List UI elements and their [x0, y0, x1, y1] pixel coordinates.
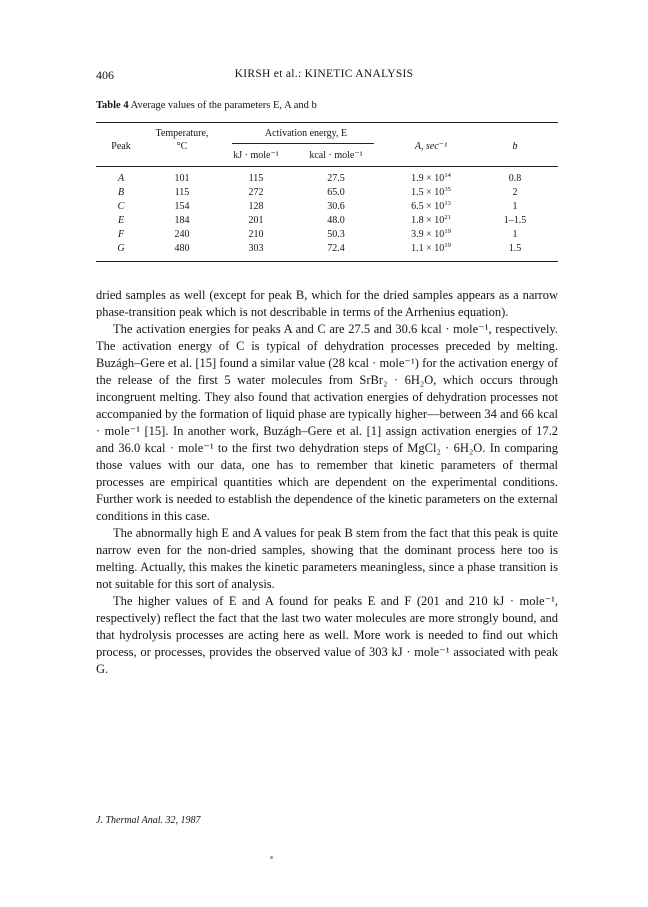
cell-temp: 154: [174, 201, 190, 212]
cell-temp: 184: [174, 215, 190, 226]
page-dot: [270, 856, 273, 859]
header-a-sec: A, sec⁻¹: [414, 141, 448, 152]
cell-kj: 115: [248, 173, 264, 184]
cell-a: $6.5 \times 10^{13}$: [411, 200, 451, 212]
cell-kcal: 65.0: [327, 187, 345, 198]
cell-temp: 480: [174, 243, 190, 254]
journal-footer: J. Thermal Anal. 32, 1987: [96, 815, 201, 826]
cell-peak: F: [117, 229, 125, 240]
table-caption-label: Table 4: [96, 100, 129, 111]
cell-kcal: 48.0: [327, 215, 345, 226]
body-text: [96, 287, 558, 678]
cell-b: 1.5: [508, 243, 522, 254]
cell-kcal: 27.5: [327, 173, 345, 184]
cell-peak: E: [117, 215, 125, 226]
cell-temp: 115: [174, 187, 190, 198]
activation-energy-underline: [232, 143, 374, 144]
cell-b: 0.8: [508, 173, 522, 184]
page-number: 406: [96, 68, 114, 82]
table-header-rule: [96, 166, 558, 167]
cell-kcal: 50.3: [327, 229, 345, 240]
cell-b: 2: [512, 187, 518, 198]
cell-peak: B: [117, 187, 125, 198]
cell-b: 1: [512, 201, 518, 212]
cell-a: $1.9 \times 10^{14}$: [411, 172, 451, 184]
table-caption: [96, 100, 317, 111]
cell-temp: 101: [174, 173, 190, 184]
header-kj-unit: kJ · mole⁻¹: [233, 150, 279, 161]
cell-kcal: 30.6: [327, 201, 345, 212]
cell-a: $1.8 \times 10^{21}$: [411, 214, 451, 226]
cell-b: 1: [512, 229, 518, 240]
data-table: [96, 122, 558, 268]
header-activation-energy: Activation energy, E: [264, 128, 348, 139]
cell-kcal: 72.4: [327, 243, 345, 254]
cell-a: $3.9 \times 10^{19}$: [411, 228, 451, 240]
cell-peak: A: [117, 173, 125, 184]
cell-kj: 303: [248, 243, 264, 254]
cell-kj: 128: [248, 201, 264, 212]
running-head: KIRSH et al.: KINETIC ANALYSIS: [234, 68, 414, 80]
paragraph: The activation energies for peaks A and C are 27.5 and 30.6 kcal · mole⁻¹, respectively. The activation energy of C is typical of dehydration processes preceded by melting. Buzágh–Gere et al. [15] found a similar value (28 kcal · mole⁻¹) for the activation energy of the release of the first 5 water molecules from SrBr₂ · 6H₂O, which occurs through incongruent melting. They also found that activation energies of dehydration processes not accompanied by the formation of liquid phase are typically higher—between 34 and 66 kcal · mole⁻¹ [15]. In another work, Buzágh–Gere et al. [1] assign activation energies of 17.2 and 36.0 kcal · mole⁻¹ to the first two dehydration steps of MgCl₂ · 6H₂O. In comparing those values with our data, one has to remember that kinetic parameters of thermal processes are empirical quantities which are dependent on the experimental conditions. Further work is needed to establish the dependence of the kinetic parameters on the external conditions in this case.: [96, 322, 558, 523]
cell-a: $1.1 \times 10^{19}$: [411, 242, 451, 254]
table-bottom-rule: [96, 261, 558, 262]
table-caption-text: Average values of the parameters E, A and b: [130, 100, 317, 111]
cell-kj: 272: [248, 187, 264, 198]
cell-peak: G: [117, 243, 125, 254]
paragraph: The higher values of E and A found for peaks E and F (201 and 210 kJ · mole⁻¹, respectively) reflect the fact that the last two water molecules are more strongly bound, and that hydrolysis processes are acting here as well. More work is needed to find out which process, or processes, provides the observed value of 303 kJ · mole⁻¹ associated with peak G.: [96, 594, 558, 676]
header-kcal-unit: kcal · mole⁻¹: [309, 150, 363, 161]
cell-kj: 201: [248, 215, 264, 226]
cell-temp: 240: [174, 229, 190, 240]
cell-peak: C: [117, 201, 125, 212]
table-top-rule: [96, 122, 558, 123]
cell-a: $1.5 \times 10^{35}$: [411, 186, 451, 198]
header-temperature-line1: Temperature,: [155, 128, 209, 139]
header-temperature-line2: °C: [176, 141, 188, 152]
header-peak: Peak: [111, 141, 131, 152]
cell-b: 1–1.5: [503, 215, 527, 226]
cell-kj: 210: [248, 229, 264, 240]
paragraph: dried samples as well (except for peak B, which for the dried samples appears as a narrow phase-transition peak which is not describable in terms of the Arrhenius equation).: [96, 288, 558, 319]
paragraph: The abnormally high E and A values for peak B stem from the fact that this peak is quite narrow even for the non-dried samples, showing that the dominant process here too is melting. Actually, this makes the kinetic parameters meaningless, since a phase transition is not suitable for this sort of analysis.: [96, 526, 558, 591]
header-b: b: [512, 141, 518, 152]
